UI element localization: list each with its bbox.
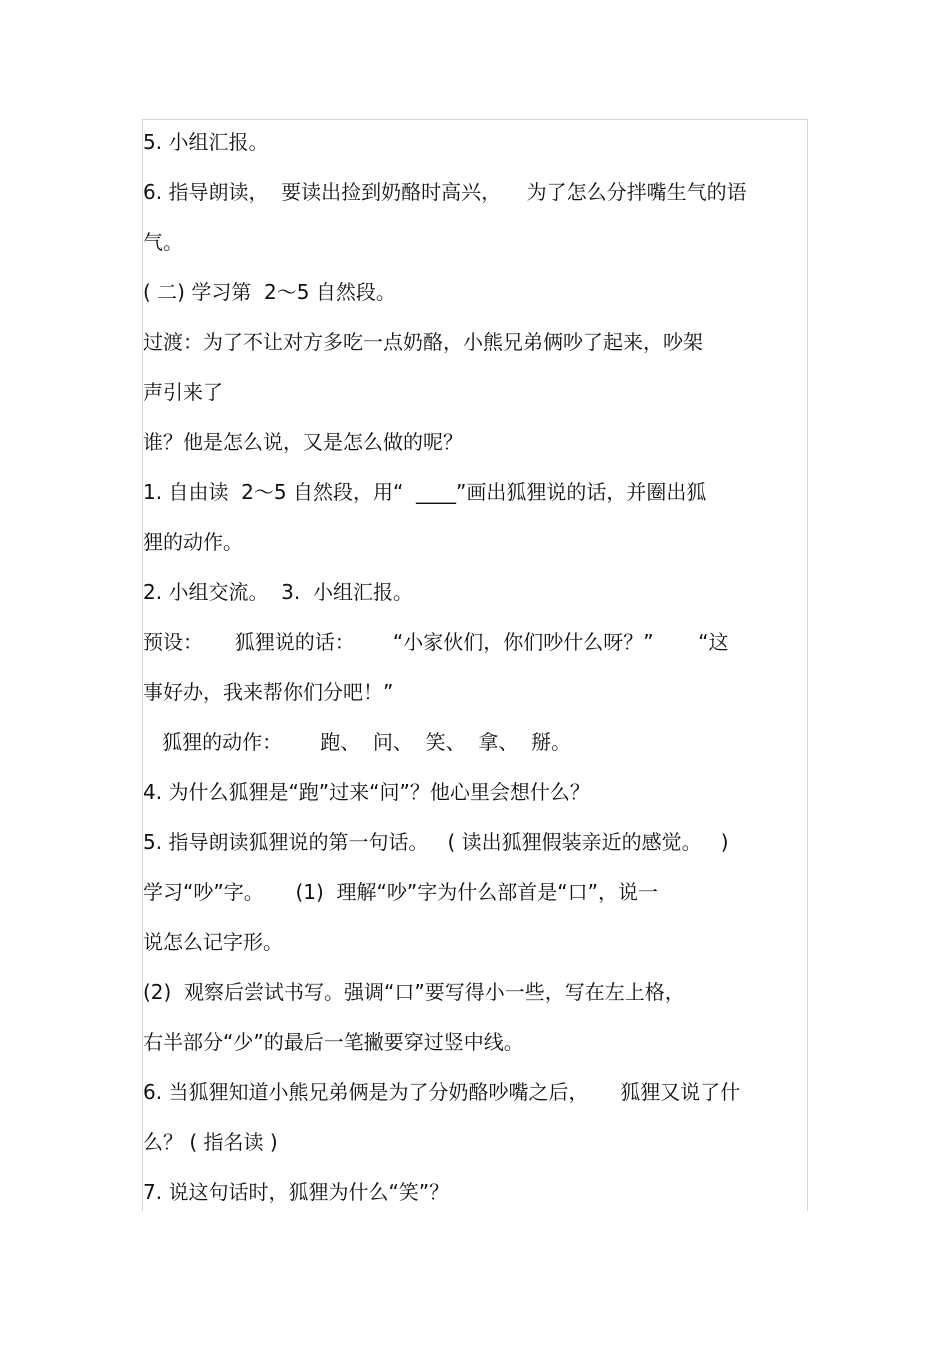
text-line: 气。 (143, 230, 183, 254)
text-line: 说怎么记字形。 (143, 930, 283, 954)
text-line: 6. 指导朗读， 要读出捡到奶酪时高兴， 为了怎么分拌嘴生气的语 (143, 180, 747, 204)
text-line: 5. 指导朗读狐狸说的第一句话。 ( 读出狐狸假装亲近的感觉。 ) (143, 830, 729, 854)
text-line: 6. 当狐狸知道小熊兄弟俩是为了分奶酪吵嘴之后， 狐狸又说了什 (143, 1080, 741, 1104)
text-line: 狸的动作。 (143, 530, 243, 554)
text-line: 么？ ( 指名读 ) (143, 1130, 278, 1154)
text-line: 声引来了 (143, 380, 223, 404)
text-line: 1. 自由读 2～5 自然段，用“ ____”画出狐狸说的话，并圈出狐 (143, 480, 707, 504)
text-line: 4. 为什么狐狸是“跑”过来“问”？他心里会想什么？ (143, 780, 590, 804)
text-line: 学习“吵”字。 (1) 理解“吵”字为什么部首是“口”，说一 (143, 880, 658, 904)
text-line: 狐狸的动作： 跑、 问、 笑、 拿、 掰。 (143, 730, 572, 754)
text-line: 右半部分“少”的最后一笔撇要穿过竖中线。 (143, 1030, 524, 1054)
text-line: ( 二) 学习第 2～5 自然段。 (143, 280, 396, 304)
text-line: 过渡：为了不让对方多吃一点奶酪，小熊兄弟俩吵了起来，吵架 (143, 330, 703, 354)
text-line: (2) 观察后尝试书写。强调“口”要写得小一些，写在左上格， (143, 980, 685, 1004)
text-line: 7. 说这句话时，狐狸为什么“笑”？ (143, 1180, 450, 1204)
text-line: 2. 小组交流。 3. 小组汇报。 (143, 580, 413, 604)
text-line: 事好办，我来帮你们分吧！” (143, 680, 394, 704)
text-line: 谁？他是怎么说，又是怎么做的呢？ (143, 430, 463, 454)
text-line: 预设： 狐狸说的话： “小家伙们，你们吵什么呀？” “这 (143, 630, 729, 654)
text-line: 5. 小组汇报。 (143, 130, 269, 154)
